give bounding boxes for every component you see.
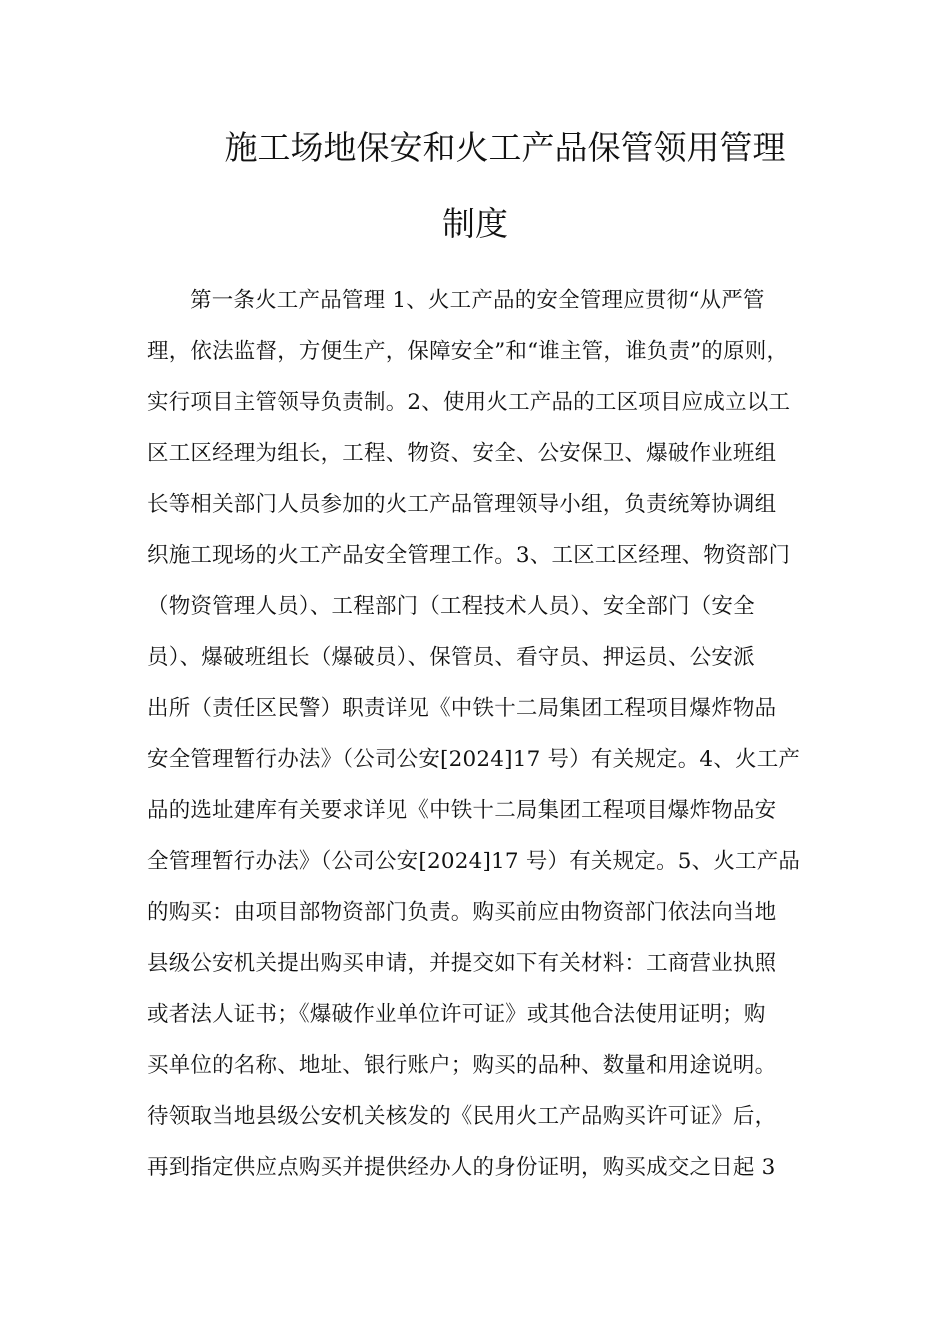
body-line: 出所（责任区民警）职责详见《中铁十二局集团工程项目爆炸物品 <box>147 696 777 721</box>
body-line: 理，依法监督，方便生产，保障安全”和“谁主管，谁负责”的原则， <box>147 339 789 364</box>
body-line: 的购买：由项目部物资部门负责。购买前应由物资部门依法向当地 <box>147 900 777 925</box>
document-title-line-2: 制度 <box>442 204 508 243</box>
body-line: 再到指定供应点购买并提供经办人的身份证明，购买成交之日起 3 <box>147 1155 776 1180</box>
body-line: 区工区经理为组长，工程、物资、安全、公安保卫、爆破作业班组 <box>147 441 777 466</box>
body-line: 员）、爆破班组长（爆破员）、保管员、看守员、押运员、公安派 <box>147 645 755 670</box>
body-line: 或者法人证书；《爆破作业单位许可证》或其他合法使用证明；购 <box>147 1002 766 1027</box>
body-line: 全管理暂行办法》（公司公安[2024]17 号）有关规定。5、火工产品 <box>147 849 801 874</box>
body-line: 织施工现场的火工产品安全管理工作。3、工区工区经理、物资部门 <box>147 543 791 568</box>
body-line: （物资管理人员）、工程部门（工程技术人员）、安全部门（安全 <box>147 594 755 619</box>
body-line: 买单位的名称、地址、银行账户；购买的品种、数量和用途说明。 <box>147 1053 777 1078</box>
body-line: 县级公安机关提出购买申请，并提交如下有关材料：工商营业执照 <box>147 951 777 976</box>
body-line: 待领取当地县级公安机关核发的《民用火工产品购买许可证》后， <box>147 1104 777 1129</box>
body-line: 长等相关部门人员参加的火工产品管理领导小组，负责统筹协调组 <box>147 492 777 517</box>
body-line: 实行项目主管领导负责制。2、使用火工产品的工区项目应成立以工 <box>147 390 791 415</box>
document-title-line-1: 施工场地保安和火工产品保管领用管理 <box>224 128 786 167</box>
body-line: 品的选址建库有关要求详见《中铁十二局集团工程项目爆炸物品安 <box>147 798 777 823</box>
body-line: 第一条火工产品管理 1、火工产品的安全管理应贯彻“从严管 <box>190 288 765 313</box>
body-line: 安全管理暂行办法》（公司公安[2024]17 号）有关规定。4、火工产 <box>147 747 801 772</box>
